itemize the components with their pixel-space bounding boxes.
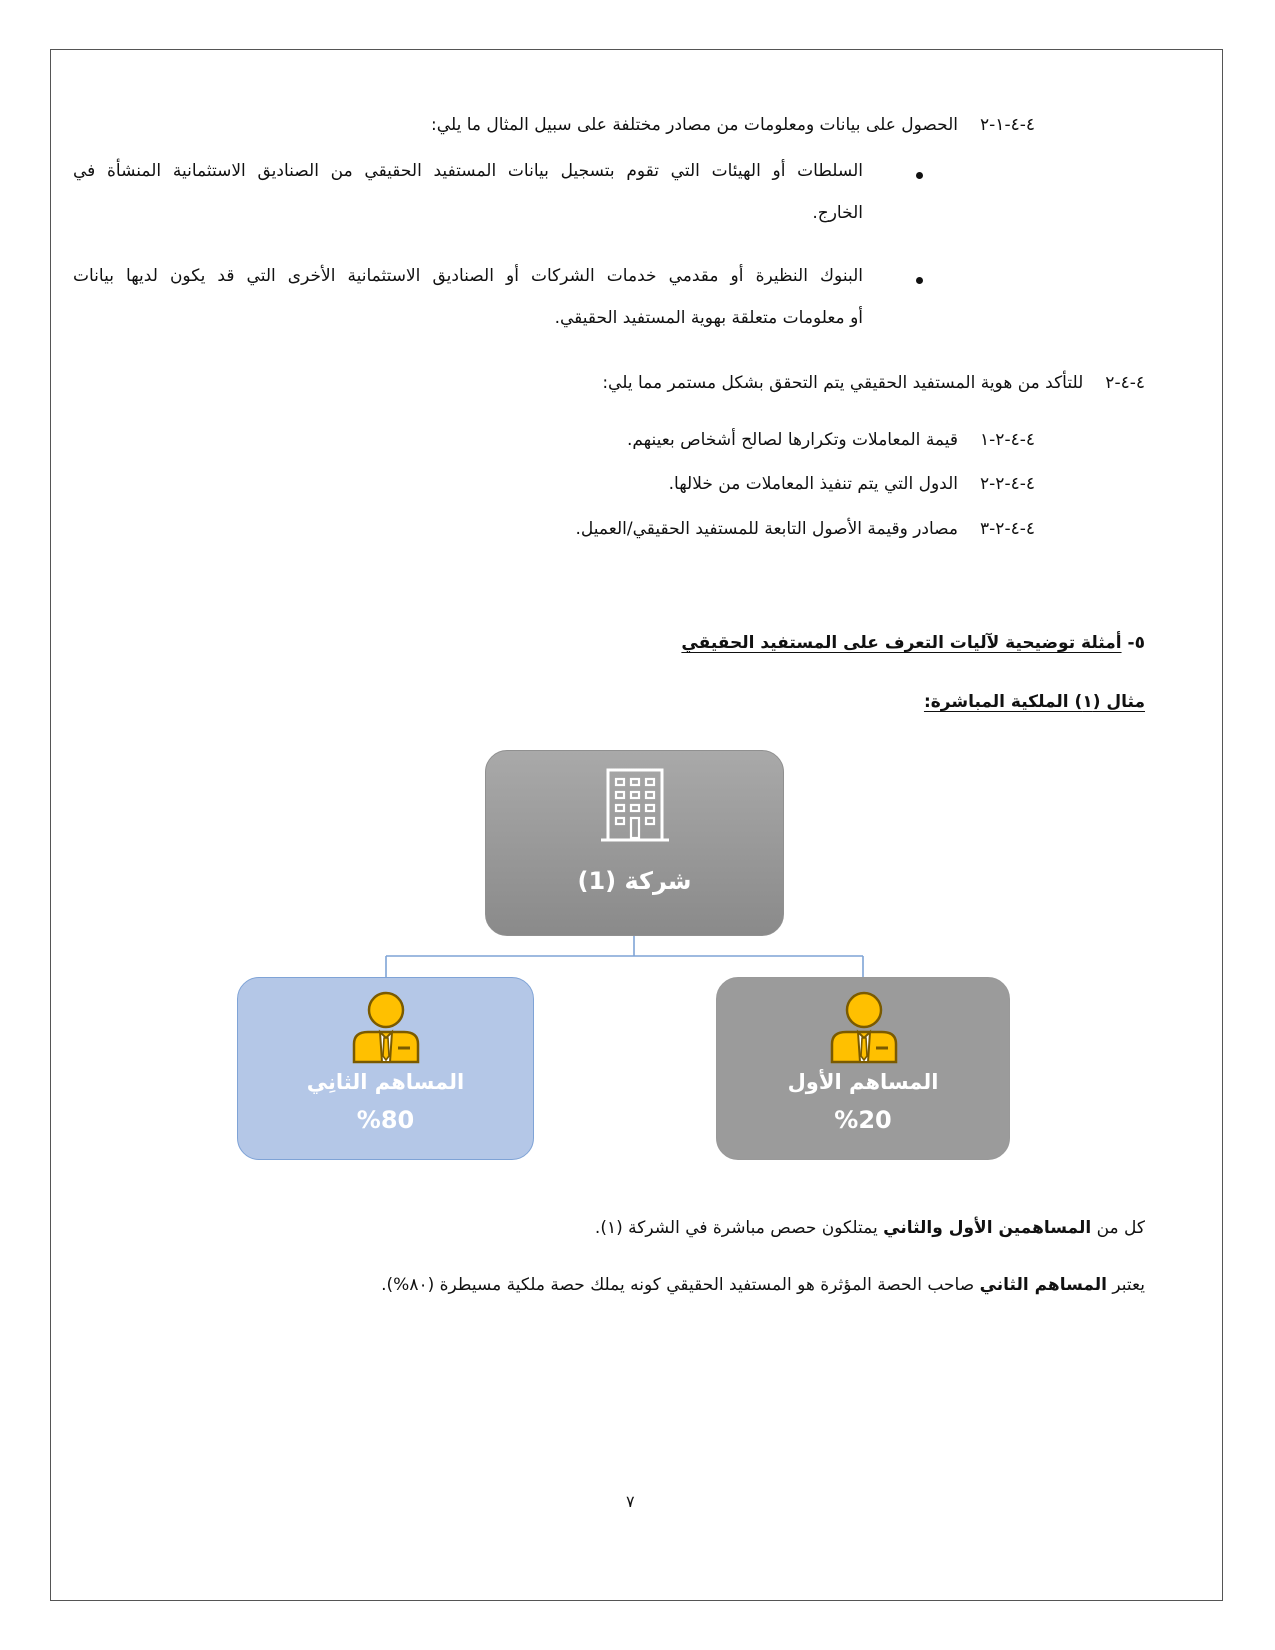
shareholder-first-box	[716, 977, 1010, 1160]
item-number: ٤-٤-٢-٣	[980, 519, 1035, 539]
paragraph-bold: المساهم الثاني	[979, 1275, 1108, 1295]
paragraph-bold: المساهمين الأول والثاني	[883, 1218, 1092, 1238]
item-text: قيمة المعاملات وتكرارها لصالح أشخاص بعينهم.	[626, 430, 959, 450]
item-number: ٤-٤-٢	[1105, 373, 1145, 393]
section-number: ٥-	[1127, 633, 1145, 653]
paragraph-direct-shares	[595, 1216, 1145, 1240]
shareholder-second-share: %80	[356, 1106, 415, 1134]
paragraph-text: يمتلكون حصص مباشرة في الشركة (١).	[594, 1218, 884, 1238]
person-icon	[350, 990, 422, 1064]
item-text: للتأكد من هوية المستفيد الحقيقي يتم التحقق بشكل مستمر مما يلي:	[602, 373, 1084, 393]
shareholder-second-label: المساهم الثانِي	[306, 1070, 465, 1094]
item-number: ٤-٤-١-٢	[980, 115, 1035, 135]
item-number: ٤-٤-٢-١	[980, 430, 1035, 450]
company-box	[485, 750, 784, 936]
building-icon	[599, 767, 671, 847]
bullet-line: السلطات أو الهيئات التي تقوم بتسجيل بيانات المستفيد الحقيقي من الصناديق الاستثمانية المنشأة في	[73, 161, 863, 181]
paragraph-beneficial-owner	[381, 1273, 1145, 1297]
bullet-line: الخارج.	[812, 203, 863, 223]
paragraph-text: يعتبر	[1107, 1275, 1145, 1295]
item-text: الدول التي يتم تنفيذ المعاملات من خلالها.	[668, 474, 959, 494]
item-text: مصادر وقيمة الأصول التابعة للمستفيد الحقيقي/العميل.	[575, 519, 959, 539]
company-label: شركة (1)	[577, 867, 692, 895]
bullet-line: البنوك النظيرة أو مقدمي خدمات الشركات أو الصناديق الاستثمانية الأخرى التي قد يكون لديها بيانات	[73, 266, 863, 286]
section-title: أمثلة توضيحية لآليات التعرف على المستفيد الحقيقي	[681, 633, 1122, 653]
item-number: ٤-٤-٢-٢	[980, 474, 1035, 494]
example-1-heading: مثال (١) الملكية المباشرة:	[923, 692, 1145, 712]
page-number: ٧	[626, 1492, 635, 1511]
shareholder-second-box	[237, 977, 534, 1160]
paragraph-text: صاحب الحصة المؤثرة هو المستفيد الحقيقي كونه يملك حصة ملكية مسيطرة (٨٠%).	[381, 1275, 980, 1295]
shareholder-first-label: المساهم الأول	[787, 1070, 939, 1094]
shareholder-first-share: %20	[834, 1106, 892, 1134]
paragraph-text: كل من	[1091, 1218, 1145, 1238]
item-text: الحصول على بيانات ومعلومات من مصادر مختلفة على سبيل المثال ما يلي:	[431, 115, 959, 135]
bullet-line: أو معلومات متعلقة بهوية المستفيد الحقيقي.	[554, 308, 863, 328]
person-icon	[828, 990, 900, 1064]
